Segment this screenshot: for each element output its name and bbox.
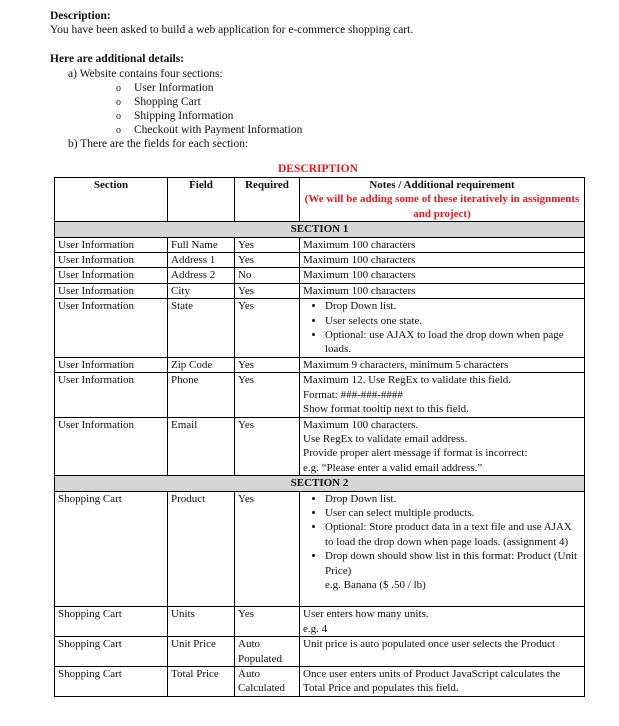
table-row <box>55 299 585 358</box>
notes-bullet: • Optional: Store product data in a text file and use AJAX to load the drop down when page loads. (assignment 4) <box>325 520 581 549</box>
description-text: You have been asked to build a web application for e-commerce shopping cart. <box>50 24 414 36</box>
notes-bullet: • Drop Down list. <box>325 492 581 506</box>
table-caption: DESCRIPTION <box>278 163 358 175</box>
notes-line: Use RegEx to validate email address. <box>303 432 468 445</box>
circle-bullet-icon: o <box>116 125 121 136</box>
cell-required: Yes <box>235 253 300 268</box>
notes-bullet-text: Drop down should show list in this format: Product (Unit Price) <box>325 550 578 577</box>
table-row <box>55 607 585 637</box>
notes-line: Provide proper alert message if format is incorrect: <box>303 447 528 460</box>
cell-notes: Maximum 100 characters <box>300 283 585 298</box>
circle-bullet-icon: o <box>116 97 121 108</box>
cell-field: Unit Price <box>168 637 235 667</box>
cell-section: User Information <box>55 417 168 476</box>
notes-bullet: • User selects one state. <box>325 314 581 328</box>
cell-notes <box>300 417 585 476</box>
notes-line: Show format tooltip next to this field. <box>303 403 469 416</box>
cell-field: Total Price <box>168 667 235 697</box>
table-row <box>55 667 585 697</box>
cell-field: Address 2 <box>168 268 235 283</box>
cell-notes: Maximum 9 characters, minimum 5 characters <box>300 357 585 372</box>
header-notes-subtitle: (We will be adding some of these iteratively in assignments and project) <box>304 193 580 220</box>
section-divider <box>55 476 585 491</box>
section-2-label: SECTION 2 <box>55 476 585 491</box>
notes-bullet: • Optional: use AJAX to load the drop down when page loads. <box>325 328 581 357</box>
cell-notes <box>300 299 585 358</box>
header-notes <box>300 178 585 222</box>
table-row <box>55 491 585 607</box>
details-heading: Here are additional details: <box>50 53 185 65</box>
cell-field: Full Name <box>168 237 235 252</box>
description-heading: Description: <box>50 10 111 22</box>
cell-required: Auto Populated <box>235 637 300 667</box>
cell-required: Yes <box>235 373 300 417</box>
item-b: b) There are the fields for each section: <box>68 138 249 150</box>
cell-notes: Maximum 100 characters <box>300 253 585 268</box>
cell-section: User Information <box>55 357 168 372</box>
table-row <box>55 283 585 298</box>
table-row <box>55 637 585 667</box>
section-list-item: Checkout with Payment Information <box>134 124 303 136</box>
header-row <box>55 178 585 222</box>
cell-field: Address 1 <box>168 253 235 268</box>
header-required: Required <box>235 178 300 222</box>
cell-section: User Information <box>55 268 168 283</box>
notes-line: Maximum 100 characters. <box>303 418 419 431</box>
cell-section: Shopping Cart <box>55 637 168 667</box>
cell-field: Units <box>168 607 235 637</box>
section-list-item: Shopping Cart <box>134 96 201 108</box>
circle-bullet-icon: o <box>116 83 121 94</box>
cell-notes: Maximum 100 characters <box>300 268 585 283</box>
cell-field: Zip Code <box>168 357 235 372</box>
notes-line: e.g. “Please enter a valid email address.” <box>303 461 483 474</box>
table-row <box>55 357 585 372</box>
table-row <box>55 253 585 268</box>
cell-field: Product <box>168 491 235 607</box>
notes-bullet: • User can select multiple products. <box>325 506 581 520</box>
header-field: Field <box>168 178 235 222</box>
cell-required: Yes <box>235 237 300 252</box>
cell-field: Phone <box>168 373 235 417</box>
cell-required: Yes <box>235 417 300 476</box>
cell-section: User Information <box>55 283 168 298</box>
cell-section: User Information <box>55 253 168 268</box>
cell-required: Yes <box>235 299 300 358</box>
requirements-table <box>54 177 585 697</box>
table-row <box>55 268 585 283</box>
section-divider <box>55 222 585 237</box>
cell-section: Shopping Cart <box>55 607 168 637</box>
notes-line: User enters how many units. <box>303 608 429 621</box>
notes-line: Maximum 12. Use RegEx to validate this field. <box>303 374 512 387</box>
section-1-label: SECTION 1 <box>55 222 585 237</box>
cell-section: User Information <box>55 373 168 417</box>
cell-required: Yes <box>235 607 300 637</box>
notes-line: Format: ###-###-#### <box>303 388 403 401</box>
notes-example: e.g. Banana ($ .50 / lb) <box>325 578 426 591</box>
table-row <box>55 237 585 252</box>
cell-required: Yes <box>235 357 300 372</box>
cell-required: Auto Calculated <box>235 667 300 697</box>
cell-section: User Information <box>55 299 168 358</box>
cell-required: Yes <box>235 283 300 298</box>
cell-field: Email <box>168 417 235 476</box>
cell-notes <box>300 373 585 417</box>
cell-section: User Information <box>55 237 168 252</box>
notes-bullet-list <box>303 299 581 357</box>
cell-required: No <box>235 268 300 283</box>
cell-notes: Unit price is auto populated once user selects the Product <box>300 637 585 667</box>
cell-field: State <box>168 299 235 358</box>
section-list-item: User Information <box>134 82 214 94</box>
header-notes-title: Notes / Additional requirement <box>369 179 515 191</box>
cell-required: Yes <box>235 491 300 607</box>
cell-notes <box>300 491 585 607</box>
notes-bullet: • Drop Down list. <box>325 299 581 313</box>
table-row <box>55 417 585 476</box>
cell-section: Shopping Cart <box>55 667 168 697</box>
table-row <box>55 373 585 417</box>
notes-line: e.g. 4 <box>303 622 328 635</box>
cell-notes: Once user enters units of Product JavaScript calculates the Total Price and populates this field. <box>300 667 585 697</box>
notes-bullet <box>325 549 581 592</box>
cell-section: Shopping Cart <box>55 491 168 607</box>
cell-notes <box>300 607 585 637</box>
notes-bullet-list <box>303 492 581 593</box>
cell-field: City <box>168 283 235 298</box>
header-section: Section <box>55 178 168 222</box>
item-a: a) Website contains four sections: <box>68 68 223 80</box>
section-list-item: Shipping Information <box>134 110 234 122</box>
circle-bullet-icon: o <box>116 111 121 122</box>
cell-notes: Maximum 100 characters <box>300 237 585 252</box>
